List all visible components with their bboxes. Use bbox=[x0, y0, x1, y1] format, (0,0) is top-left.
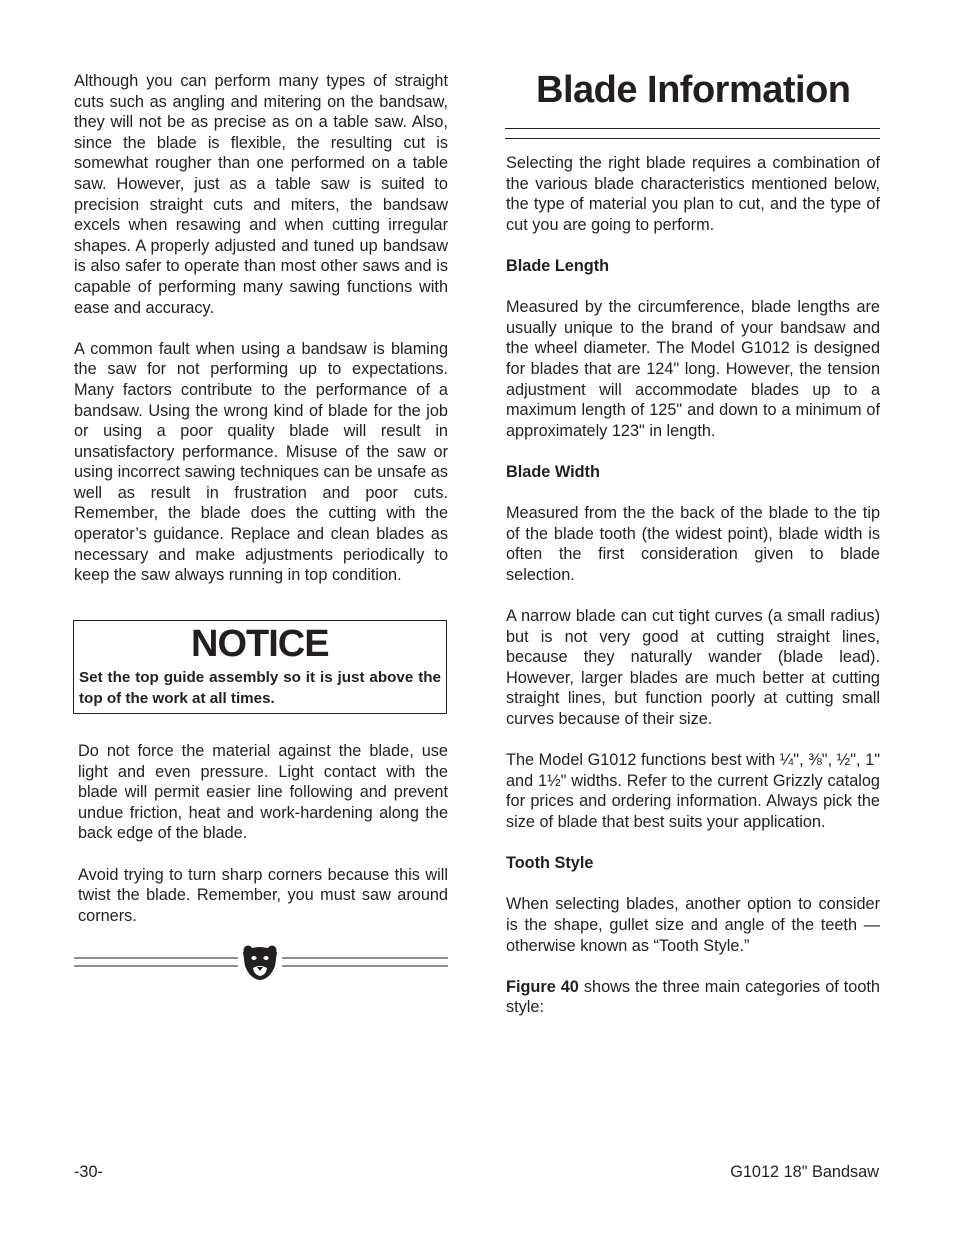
right-column bbox=[506, 153, 880, 1039]
heading-tooth-style: Tooth Style bbox=[506, 854, 594, 873]
heading-blade-width: Blade Width bbox=[506, 462, 600, 481]
paragraph-blade-width-3: The Model G1012 functions best with ¼", ⅜", ½", 1" and 1½" widths. Refer to the current Grizzly catalog for prices and ordering information. Always pick the size of blade that best suits your application. bbox=[506, 751, 880, 831]
paragraph-intro: Selecting the right blade requires a combination of the various blade characteristics mentioned below, the type of material you plan to cut, and the type of cut you are going to perform. bbox=[506, 154, 880, 234]
paragraph-tooth-style: When selecting blades, another option to consider is the shape, gullet size and angle of the teeth — otherwise known as “Tooth Style.” bbox=[506, 895, 880, 955]
paragraph-do-not-force: Do not force the material against the blade, use light and even pressure. Light contact with the blade will permit easier line following and prevent undue friction, heat and work-hardening along the back edge of the blade. bbox=[78, 742, 448, 843]
paragraph-sharp-corners: Avoid trying to turn sharp corners because this will twist the blade. Remember, you must saw around corners. bbox=[78, 865, 448, 925]
paragraph-blade-length: Measured by the circumference, blade lengths are usually unique to the brand of your bandsaw and the wheel diameter. The Model G1012 is designed for blades that are 124" long. However, the tension adjustment will accommodate blades up to a maximum length of 125" and down to a minimum of approximately 123" in length. bbox=[506, 298, 880, 440]
notice-box bbox=[73, 620, 447, 714]
page-title: Blade Information bbox=[536, 69, 851, 111]
heading-blade-length: Blade Length bbox=[506, 256, 610, 275]
paragraph-blade-width-2: A narrow blade can cut tight curves (a small radius) but is not very good at cutting straight lines, because they naturally wander (blade lead). However, larger blades are much better at cutting straight lines, but function poorly at cutting small curves because of their size. bbox=[506, 607, 880, 729]
grizzly-bear-logo-icon bbox=[243, 946, 277, 981]
notice-heading: NOTICE bbox=[191, 623, 329, 665]
paragraph-blade-width-1: Measured from the the back of the blade to the tip of the blade tooth (the widest point), blade width is often the first consideration given to blade selection. bbox=[506, 504, 880, 584]
paragraph-straight-cuts: Although you can perform many types of straight cuts such as angling and mitering on the bandsaw, they will not be as precise as on a table saw. Also, since the blade is flexible, the resulting cut is somewhat rougher than one performed on a table saw. However, just as a table saw is suited to precision straight cuts and miters, the bandsaw excels when resawing and when cutting irregular shapes. A properly adjusted and tuned up bandsaw is also safer to operate than most other saws and is capable of performing many sawing functions with ease and accuracy. bbox=[74, 72, 448, 317]
footer-model: G1012 18" Bandsaw bbox=[730, 1163, 879, 1181]
title-rule bbox=[505, 128, 880, 139]
figure-40-reference: Figure 40 bbox=[506, 977, 579, 996]
paragraph-figure-ref bbox=[506, 977, 880, 1018]
section-divider bbox=[74, 944, 448, 980]
paragraph-common-fault: A common fault when using a bandsaw is blaming the saw for not performing up to expectations. Many factors contribute to the performance of a bandsaw. Using the wrong kind of blade for the job or using a poor quality blade will result in unsatisfactory performance. Misuse of the saw or using incorrect sawing techniques can be unsafe as well as result in frustration and poor cuts. Remember, the blade does the cutting with the operator’s guidance. Replace and clean blades as necessary and make adjustments periodically to keep the saw always running in top condition. bbox=[74, 339, 448, 585]
notice-text: Set the top guide assembly so it is just above the top of the work at all times. bbox=[79, 669, 441, 707]
left-column-lower bbox=[78, 741, 448, 947]
left-column bbox=[74, 71, 448, 606]
page-number: -30- bbox=[74, 1163, 103, 1181]
figure-ref-text: shows the three main categories of tooth style: bbox=[506, 977, 880, 1017]
